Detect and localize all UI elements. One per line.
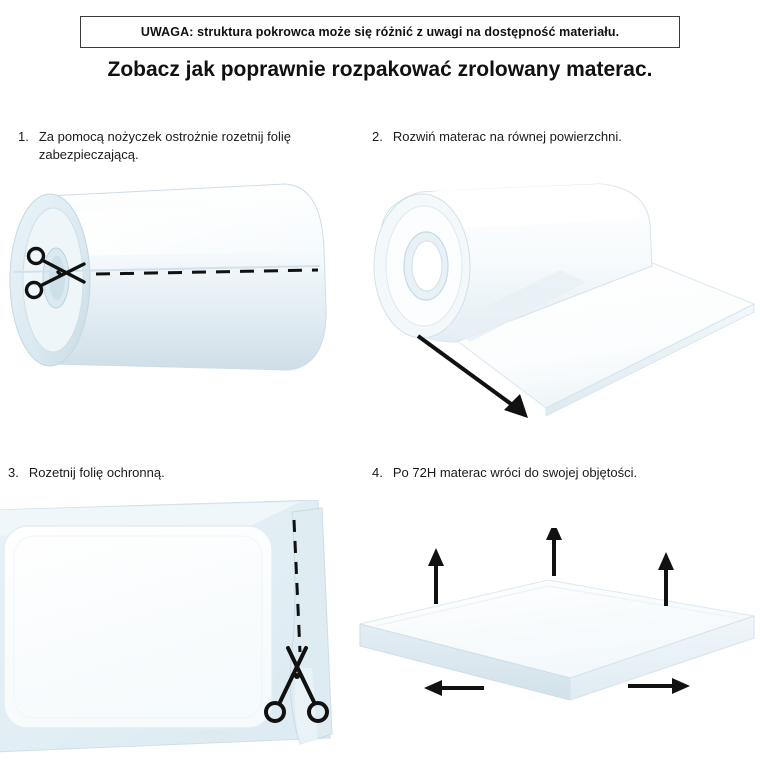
step-4-illustration xyxy=(350,528,760,733)
step-1-illustration xyxy=(0,178,340,408)
step-4-text xyxy=(372,464,637,482)
arrow-up-icon xyxy=(428,548,444,604)
step-1-text xyxy=(18,128,329,164)
mattress-slab-illustration xyxy=(360,580,754,700)
arrow-up-icon xyxy=(658,552,674,606)
step-2-label: Rozwiń materac na równej powierzchni. xyxy=(392,129,622,144)
notice-banner xyxy=(80,16,680,48)
notice-text: UWAGA: struktura pokrowca może się różnić z uwagi na dostępność materiału. xyxy=(140,25,620,39)
page-title: Zobacz jak poprawnie rozpakować zrolowany materac. xyxy=(107,58,653,81)
unrolling-mattress-illustration xyxy=(374,184,754,416)
arrow-up-icon xyxy=(546,528,562,576)
step-3-number: 3. xyxy=(8,465,19,480)
step-2-illustration xyxy=(350,166,760,431)
step-3-label: Rozetnij folię ochronną. xyxy=(28,465,165,480)
arrow-right-icon xyxy=(628,678,690,694)
step-4-label: Po 72H materac wróci do swojej objętości. xyxy=(392,465,638,480)
step-4-number: 4. xyxy=(372,465,383,480)
step-1-number: 1. xyxy=(18,129,29,144)
arrow-left-icon xyxy=(424,680,484,696)
step-3-text xyxy=(8,464,165,482)
step-2-text xyxy=(372,128,622,146)
step-3-illustration xyxy=(0,500,345,760)
step-1-label: Za pomocą nożyczek ostrożnie rozetnij folię zabezpieczającą. xyxy=(38,129,292,162)
step-2-number: 2. xyxy=(372,129,383,144)
